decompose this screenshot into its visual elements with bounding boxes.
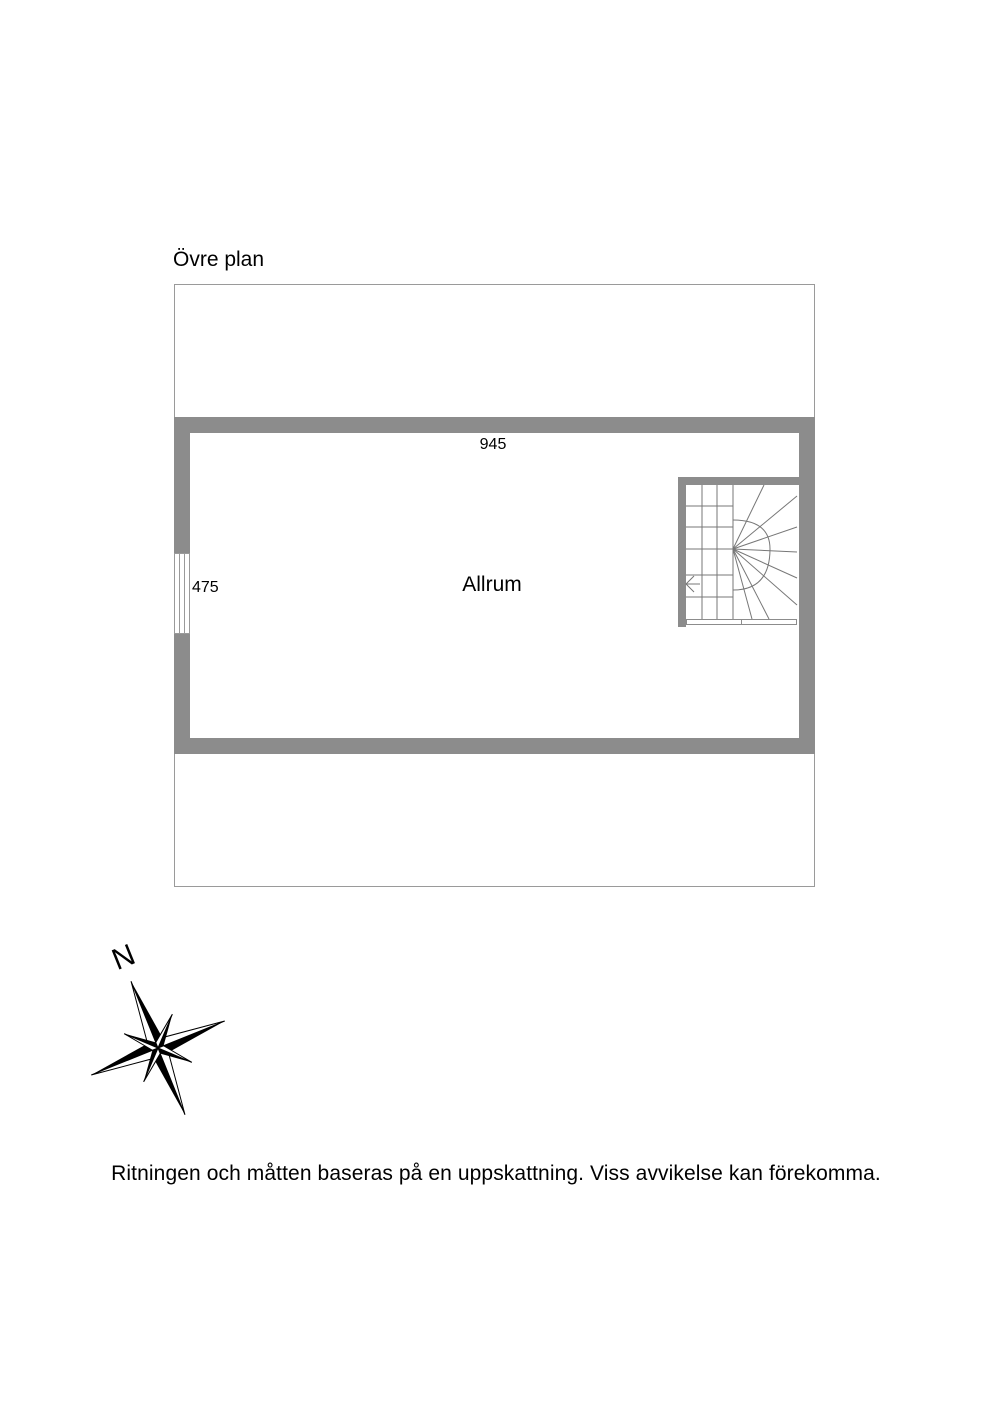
stair-railing: [687, 620, 797, 625]
stairs: [686, 485, 797, 619]
compass-icon: [64, 954, 251, 1141]
wall-top: [174, 417, 815, 433]
wall-bottom: [174, 738, 815, 754]
dimension-depth: 475: [192, 579, 219, 596]
wall-left-lower: [174, 634, 190, 754]
disclaimer-text: Ritningen och måtten baseras på en uppskattning. Viss avvikelse kan förekomma.: [111, 1162, 881, 1185]
floor-title: Övre plan: [173, 248, 265, 271]
room-label-allrum: Allrum: [462, 573, 522, 596]
window-left: [175, 554, 190, 634]
dimension-width: 945: [479, 436, 507, 453]
compass-north-label: N: [107, 938, 140, 977]
wall-left-upper: [174, 417, 190, 553]
wall-right: [799, 417, 815, 754]
